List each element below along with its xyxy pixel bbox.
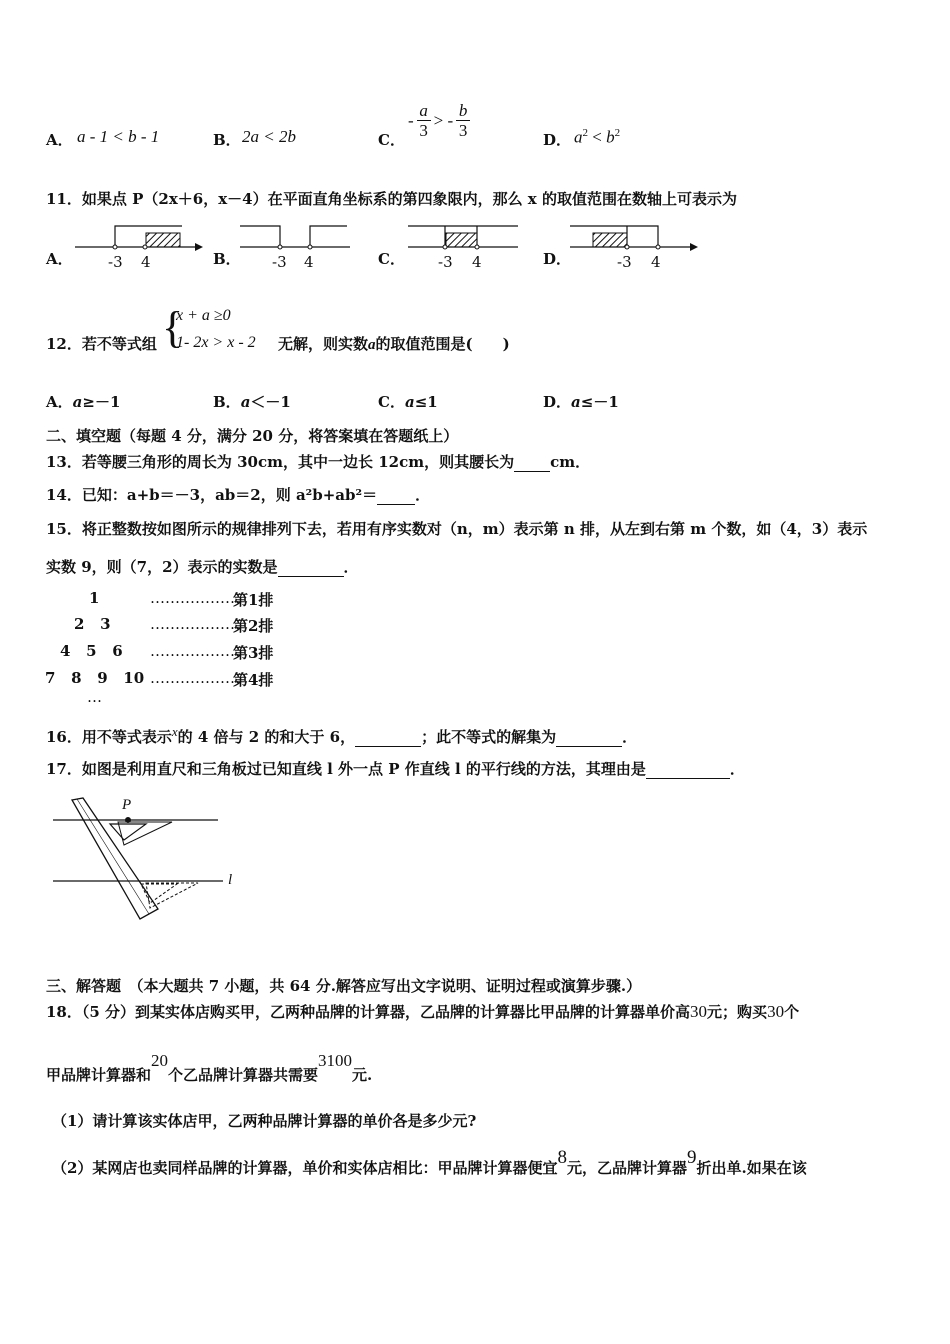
point-p-label: P: [122, 797, 132, 813]
frac-denominator: 3: [458, 121, 468, 140]
q18-line-1: 18．（5 分）到某实体店购买甲，乙两种品牌的计算器，乙品牌的计算器比甲品牌的计算器单价高30元；购买30个: [46, 1002, 800, 1021]
section-3-heading: 三、解答题 （本大题共 7 小题，共 64 分.解答应写出文字说明、证明过程或演算步骤.）: [46, 977, 642, 995]
q12-inequality-1: x + a ≥0: [176, 307, 231, 324]
q11-option-d-label: D．: [543, 250, 572, 268]
system-brace: {: [162, 303, 184, 352]
q11-question: 11．如果点 P（2x＋6，x－4）在平面直角坐标系的第四象限内，那么 x 的取值范围在数轴上可表示为: [46, 190, 737, 208]
section-2-heading: 二、填空题（每题 4 分，满分 20 分，将答案填在答题纸上）: [46, 427, 459, 445]
q10-option-b-label: B．: [213, 131, 241, 149]
q18-sub-1: （1）请计算该实体店甲，乙两种品牌计算器的单价各是多少元?: [52, 1112, 477, 1130]
tick-label-c-4: 4: [472, 253, 482, 271]
q12-suffix: 无解，则实数a的取值范围是( ): [278, 335, 510, 353]
q12-option-c: C．a≤1: [378, 393, 438, 411]
row-2-numbers: 2 3: [74, 615, 111, 633]
q18-line-2: 甲品牌计算器和20个乙品牌计算器共需要3100元.: [46, 1051, 373, 1084]
q12-inequality-2: 1- 2x > x - 2: [176, 334, 256, 351]
line-l-label: l: [228, 872, 233, 888]
q10-option-c-expr: [408, 101, 470, 140]
q13-question: 13．若等腰三角形的周长为 30cm，其中一边长 12cm，则其腰长为 cm．: [46, 453, 591, 471]
q11-option-b-label: B．: [213, 250, 241, 268]
number-line-c: [403, 220, 533, 272]
row-2-dots: ………………: [150, 615, 240, 633]
frac-numerator: b: [458, 101, 468, 120]
row-3-dots: ………………: [150, 642, 240, 660]
continuation-ellipsis: …: [87, 688, 102, 706]
relation: > -: [433, 110, 454, 130]
row-1-numbers: 1: [89, 589, 100, 607]
q15-line-2: 实数 9，则（7，2）表示的实数是 ．: [46, 558, 359, 576]
number-line-d: [565, 220, 705, 272]
row-1-dots: ………………: [150, 589, 240, 607]
tick-label-b-neg3: -3: [272, 253, 287, 271]
q11-option-a-label: A．: [46, 250, 73, 268]
tick-label-d-neg3: -3: [617, 253, 632, 271]
fraction-b-over-3: [456, 101, 470, 140]
q10-option-c-label: C．: [378, 131, 405, 149]
q10-option-d-label: D．: [543, 131, 572, 149]
row-2-label: 第2排: [233, 617, 274, 635]
row-4-numbers: 7 8 9 10: [45, 669, 145, 687]
q12-option-b: B．a＜－1: [213, 393, 291, 411]
number-line-a: [70, 220, 205, 272]
minus-sign: -: [408, 110, 414, 130]
q10-option-a-label: A．: [46, 131, 73, 149]
fraction-a-over-3: [417, 101, 431, 140]
tick-label-a-neg3: -3: [108, 253, 123, 271]
q12-prefix: 12．若不等式组: [46, 335, 157, 353]
q10-option-b-text: 2a < 2b: [242, 127, 296, 146]
q17-question: 17．如图是利用直尺和三角板过已知直线 l 外一点 P 作直线 l 的平行线的方法，其理由是 ．: [46, 760, 745, 778]
row-4-dots: ………………: [150, 669, 240, 687]
q12-option-a: A．a≥－1: [46, 393, 121, 411]
ruler-triangle-figure: [48, 795, 248, 945]
row-3-label: 第3排: [233, 644, 274, 662]
frac-denominator: 3: [419, 121, 428, 140]
number-line-b: [235, 220, 365, 272]
tick-label-d-4: 4: [651, 253, 661, 271]
q10-option-d-text: $a^2 < b^2$: [574, 127, 621, 147]
q14-question: 14．已知：a+b＝－3，ab＝2，则 a²b+ab²＝ ．: [46, 486, 431, 504]
tick-label-c-neg3: -3: [438, 253, 453, 271]
tick-label-b-4: 4: [304, 253, 314, 271]
tick-label-a-4: 4: [141, 253, 151, 271]
row-4-label: 第4排: [233, 671, 274, 689]
q11-option-c-label: C．: [378, 250, 405, 268]
row-1-label: 第1排: [233, 591, 274, 609]
q18-sub-2: （2）某网店也卖同样品牌的计算器，单价和实体店相比：甲品牌计算器便宜8元，乙品牌计算器9折出单.如果在该: [52, 1147, 807, 1177]
row-3-numbers: 4 5 6: [60, 642, 123, 660]
frac-numerator: a: [419, 101, 428, 120]
q10-option-a-text: a - 1 < b - 1: [77, 127, 160, 146]
q16-question: 16．用不等式表示x的 4 倍与 2 的和大于 6， ；此不等式的解集为 ．: [46, 724, 638, 746]
q15-line-1: 15．将正整数按如图所示的规律排列下去，若用有序实数对（n，m）表示第 n 排，从左到右第 m 个数，如（4，3）表示: [46, 520, 868, 538]
q12-option-d: D．a≤－1: [543, 393, 619, 411]
